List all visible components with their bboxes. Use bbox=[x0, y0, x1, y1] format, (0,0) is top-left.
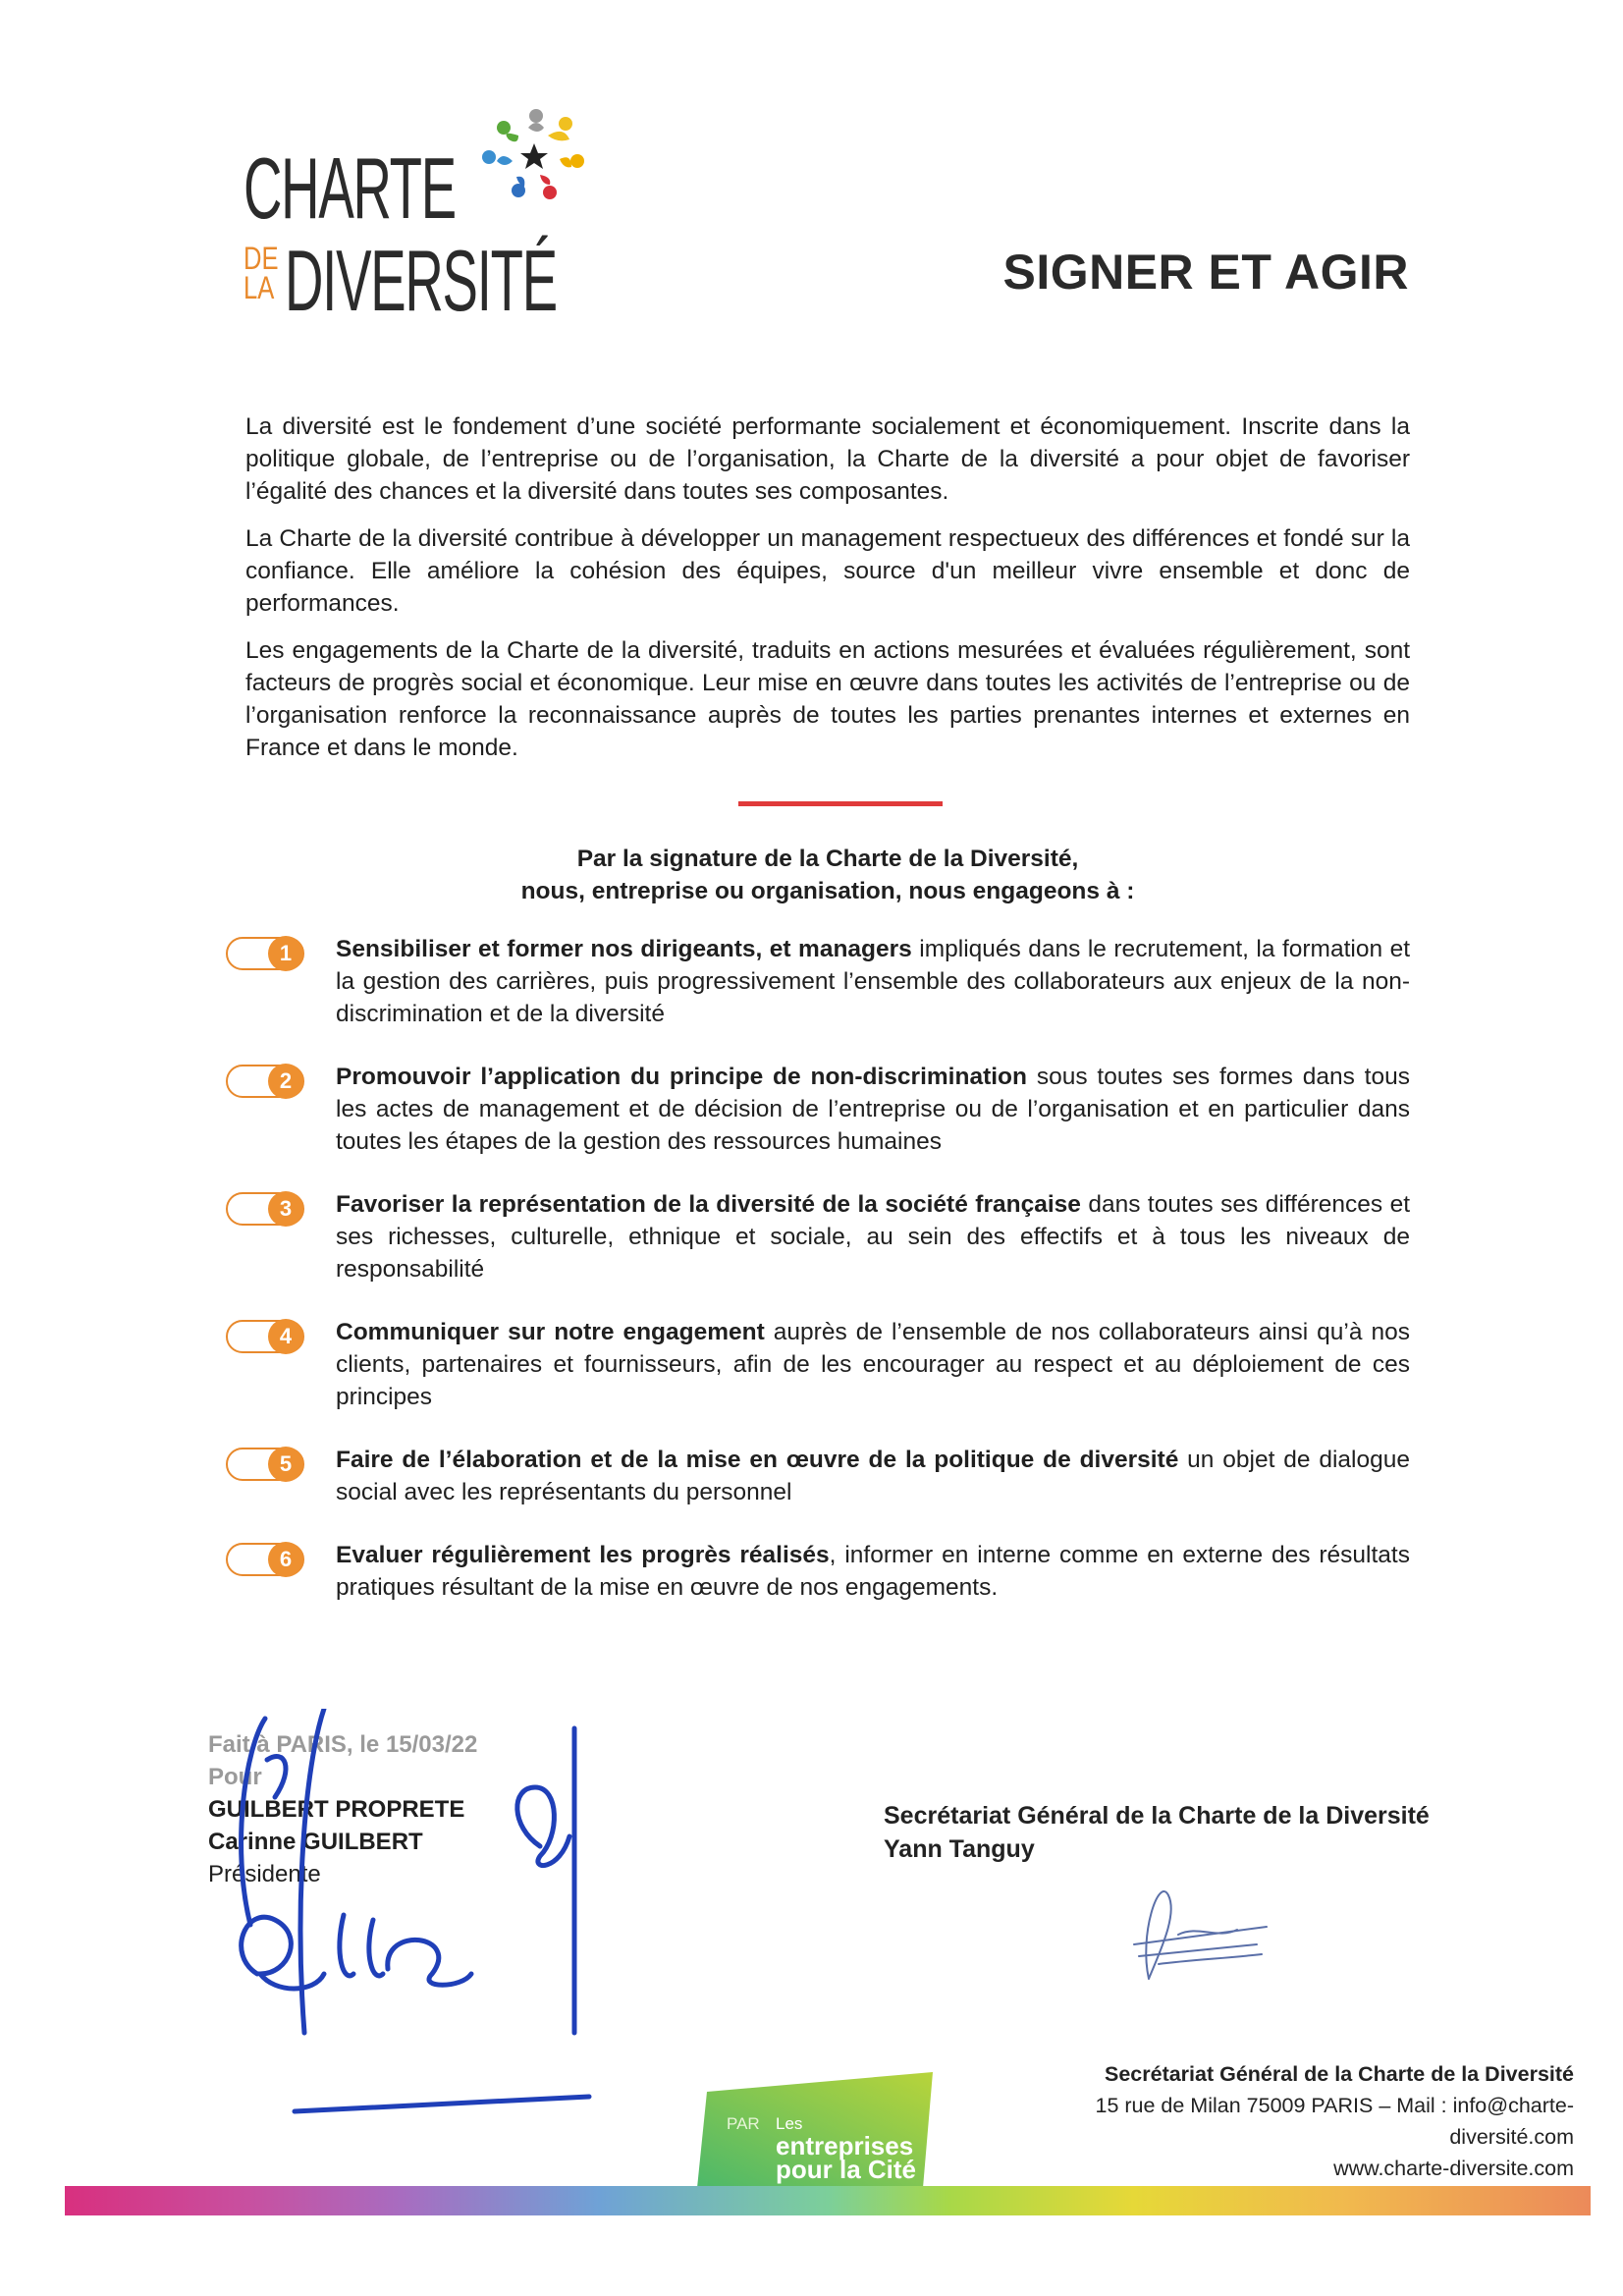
commitment-item: 6 Evaluer régulièrement les progrès réalisés, informer en interne comme en externe des résultats pratiques résultant de la mise en œuvre de nos engagements. bbox=[226, 1539, 1410, 1608]
commitment-item: 4 Communiquer sur notre engagement auprès de l’ensemble de nos collaborateurs ainsi qu’à nos clients, partenaires et fournisseurs, afin de les encourager au respect et au déploiement de ces principes bbox=[226, 1316, 1410, 1414]
commitment-item: 1 Sensibiliser et former nos dirigeants, et managers impliqués dans le recrutement, la formation et la gestion des carrières, puis progressivement l’ensemble des collaborateurs aux enjeux de la non-discrimination et de la diversité bbox=[226, 933, 1410, 1031]
handwritten-signature bbox=[236, 1709, 668, 2141]
svg-text:PAR: PAR bbox=[727, 2114, 760, 2133]
charte-diversite-logo bbox=[243, 106, 617, 329]
color-gradient-bar bbox=[65, 2186, 1591, 2215]
secretariat-signature bbox=[1119, 1866, 1286, 1994]
commitment-toggle-icon: 5 bbox=[226, 1448, 304, 1481]
secretariat-org: Secrétariat Général de la Charte de la Diversité bbox=[884, 1802, 1430, 1830]
place-date: Fait à PARIS, le 15/03/22 bbox=[208, 1731, 478, 1758]
commitment-toggle-icon: 4 bbox=[226, 1320, 304, 1353]
svg-text:pour la Cité: pour la Cité bbox=[776, 2155, 917, 2184]
logo-word-de-la: DE LA bbox=[243, 241, 279, 306]
signatory-name: Carinne GUILBERT bbox=[208, 1829, 423, 1855]
section-divider bbox=[738, 801, 943, 806]
signatory-role: Présidente bbox=[208, 1861, 321, 1887]
company-name: GUILBERT PROPRETE bbox=[208, 1796, 465, 1823]
secretariat-block bbox=[884, 1799, 1430, 1866]
commitment-item: 2 Promouvoir l’application du principe de non-discrimination sous toutes ses formes dans tous les actes de management et de décision de l’entreprise ou de l’organisation et en particulier dans toutes les étapes de la gestion des ressources humaines bbox=[226, 1061, 1410, 1159]
commitment-item: 5 Faire de l’élaboration et de la mise en œuvre de la politique de diversité un objet de dialogue social avec les représentants du personnel bbox=[226, 1444, 1410, 1512]
commitment-toggle-icon: 2 bbox=[226, 1065, 304, 1098]
footer-contact bbox=[1095, 2058, 1574, 2184]
les-entreprises-pour-la-cite-logo bbox=[697, 2072, 933, 2190]
footer-address-cont: diversité.com bbox=[1449, 2125, 1574, 2149]
footer-website[interactable]: www.charte-diversite.com bbox=[1333, 2157, 1574, 2180]
commitment-toggle-icon: 3 bbox=[226, 1192, 304, 1226]
commitment-item: 3 Favoriser la représentation de la diversité de la société française dans toutes ses différences et ses richesses, culturelle, ethnique et sociale, au sein des effectifs et à tous les niveaux de responsabilité bbox=[226, 1188, 1410, 1286]
footer-org: Secrétariat Général de la Charte de la Diversité bbox=[1104, 2062, 1574, 2086]
footer-address: 15 rue de Milan 75009 PARIS – Mail : info@charte- bbox=[1095, 2094, 1574, 2117]
intro-paragraph: La diversité est le fondement d’une société performante socialement et économiquement. Inscrite dans la politique globale, de l’entreprise ou de l’organisation, la Charte de la diversité a pour objet de favoriser l’égalité des chances et la diversité dans toutes ses composantes. bbox=[245, 413, 1410, 505]
intro-paragraph: La Charte de la diversité contribue à développer un management respectueux des différences et fondé sur la confiance. Elle améliore la cohésion des équipes, source d'un meilleur vivre ensemble et donc de performances. bbox=[245, 525, 1410, 617]
page-title: SIGNER ET AGIR bbox=[1002, 245, 1409, 300]
commitment-toggle-icon: 6 bbox=[226, 1543, 304, 1576]
svg-text:entreprises: entreprises bbox=[776, 2131, 914, 2160]
intro-text bbox=[245, 410, 1410, 779]
logo-word-diversite: DIVERSITÉ bbox=[285, 232, 557, 329]
diversity-star-icon bbox=[479, 106, 597, 214]
commitment-toggle-icon: 1 bbox=[226, 937, 304, 970]
secretariat-name: Yann Tanguy bbox=[884, 1835, 1035, 1863]
svg-text:Les: Les bbox=[776, 2114, 803, 2133]
commitment-heading: Par la signature de la Charte de la Diversité, nous, entreprise ou organisation, nous engageons à : bbox=[520, 846, 1135, 904]
pour-label: Pour bbox=[208, 1764, 262, 1790]
logo-word-charte: CHARTE bbox=[243, 139, 456, 237]
intro-paragraph: Les engagements de la Charte de la diversité, traduits en actions mesurées et évaluées régulièrement, sont facteurs de progrès social et économique. Leur mise en œuvre dans toutes les activités de l’entreprise ou de l’organisation renforce la reconnaissance auprès de toutes les parties prenantes internes et externes en France et dans le monde. bbox=[245, 637, 1410, 761]
